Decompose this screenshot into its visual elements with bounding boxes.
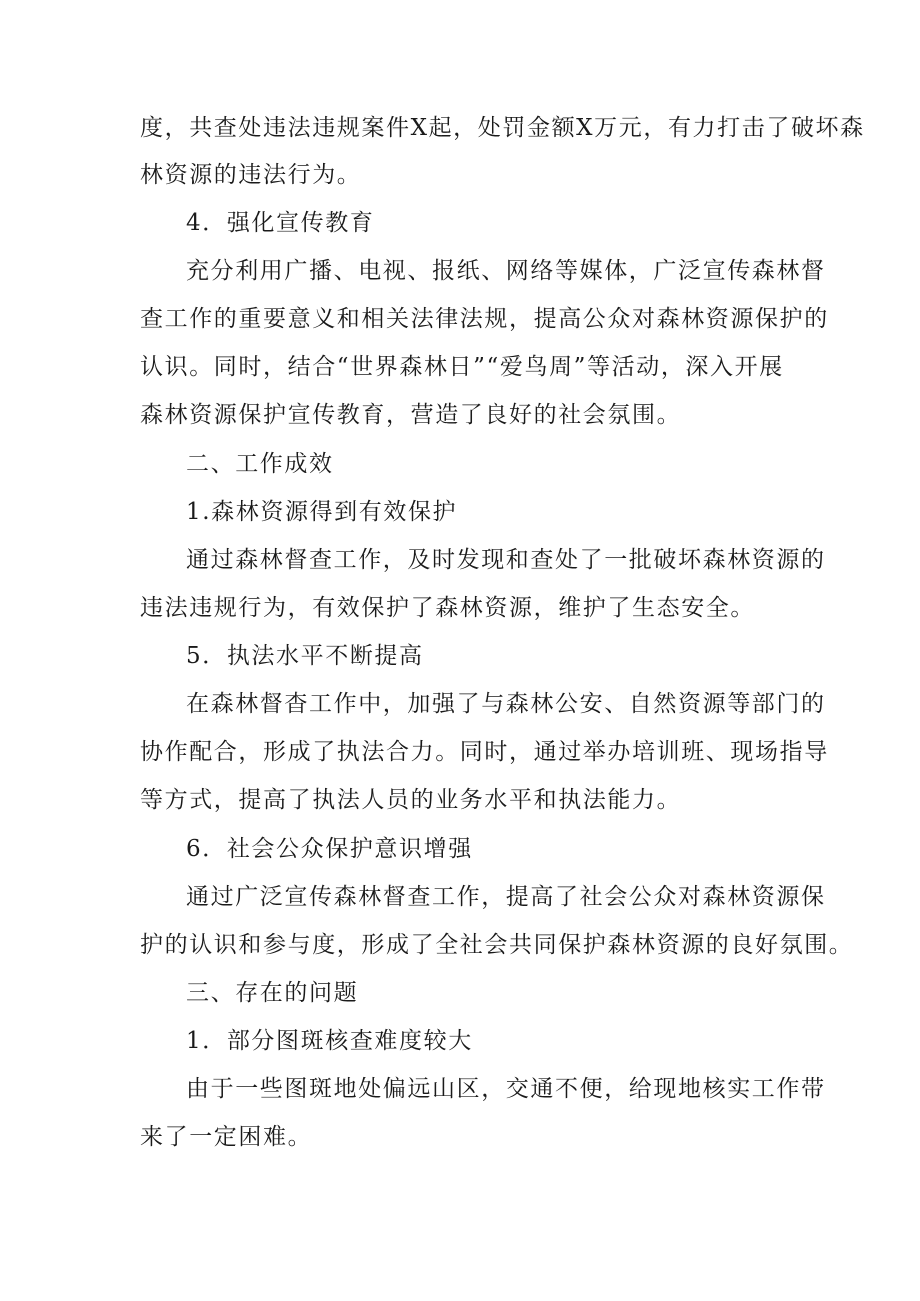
paragraph-line: 通过广泛宣传森林督查工作，提高了社会公众对森林资源保 (186, 884, 826, 910)
paragraph-line: 等方式，提高了执法人员的业务水平和执法能力。 (140, 787, 682, 813)
paragraph-line: 充分利用广播、电视、报纸、网络等媒体，广泛宣传森林督 (186, 258, 826, 284)
section-heading: 二、工作成效 (186, 451, 334, 477)
section-heading: 6．社会公众保护意识增强 (186, 836, 473, 862)
paragraph-line: 林资源的违法行为。 (140, 162, 362, 188)
paragraph-line: 护的认识和参与度，形成了全社会共同保护森林资源的良好氛围。 (140, 932, 854, 958)
paragraph-line: 森林资源保护宣传教育，营造了良好的社会氛围。 (140, 402, 682, 428)
section-heading: 4．强化宣传教育 (186, 210, 375, 236)
section-heading: 三、存在的问题 (186, 980, 359, 1006)
paragraph-line: 度，共查处违法违规案件X起，处罚金额X万元，有力打击了破坏森 (140, 115, 865, 141)
paragraph-line: 由于一些图斑地处偏远山区，交通不便，给现地核实工作带 (186, 1076, 826, 1102)
paragraph-line: 违法违规行为，有效保护了森林资源，维护了生态安全。 (140, 595, 755, 621)
paragraph-line: 认识。同时，结合“世界森林日”“爱鸟周”等活动，深入开展 (140, 354, 784, 380)
section-heading: 5．执法水平不断提高 (186, 643, 424, 669)
paragraph-line: 来了一定困难。 (140, 1124, 313, 1150)
paragraph-line: 通过森林督查工作，及时发现和查处了一批破坏森林资源的 (186, 547, 826, 573)
section-heading: 1．部分图斑核查难度较大 (186, 1028, 473, 1054)
paragraph-line: 协作配合，形成了执法合力。同时，通过举办培训班、现场指导 (140, 739, 829, 765)
section-heading: 1.森林资源得到有效保护 (186, 499, 458, 525)
paragraph-line: 在森林督杳工作中，加强了与森林公安、自然资源等部门的 (186, 691, 826, 717)
paragraph-line: 查工作的重要意义和相关法律法规，提高公众对森林资源保护的 (140, 306, 829, 332)
